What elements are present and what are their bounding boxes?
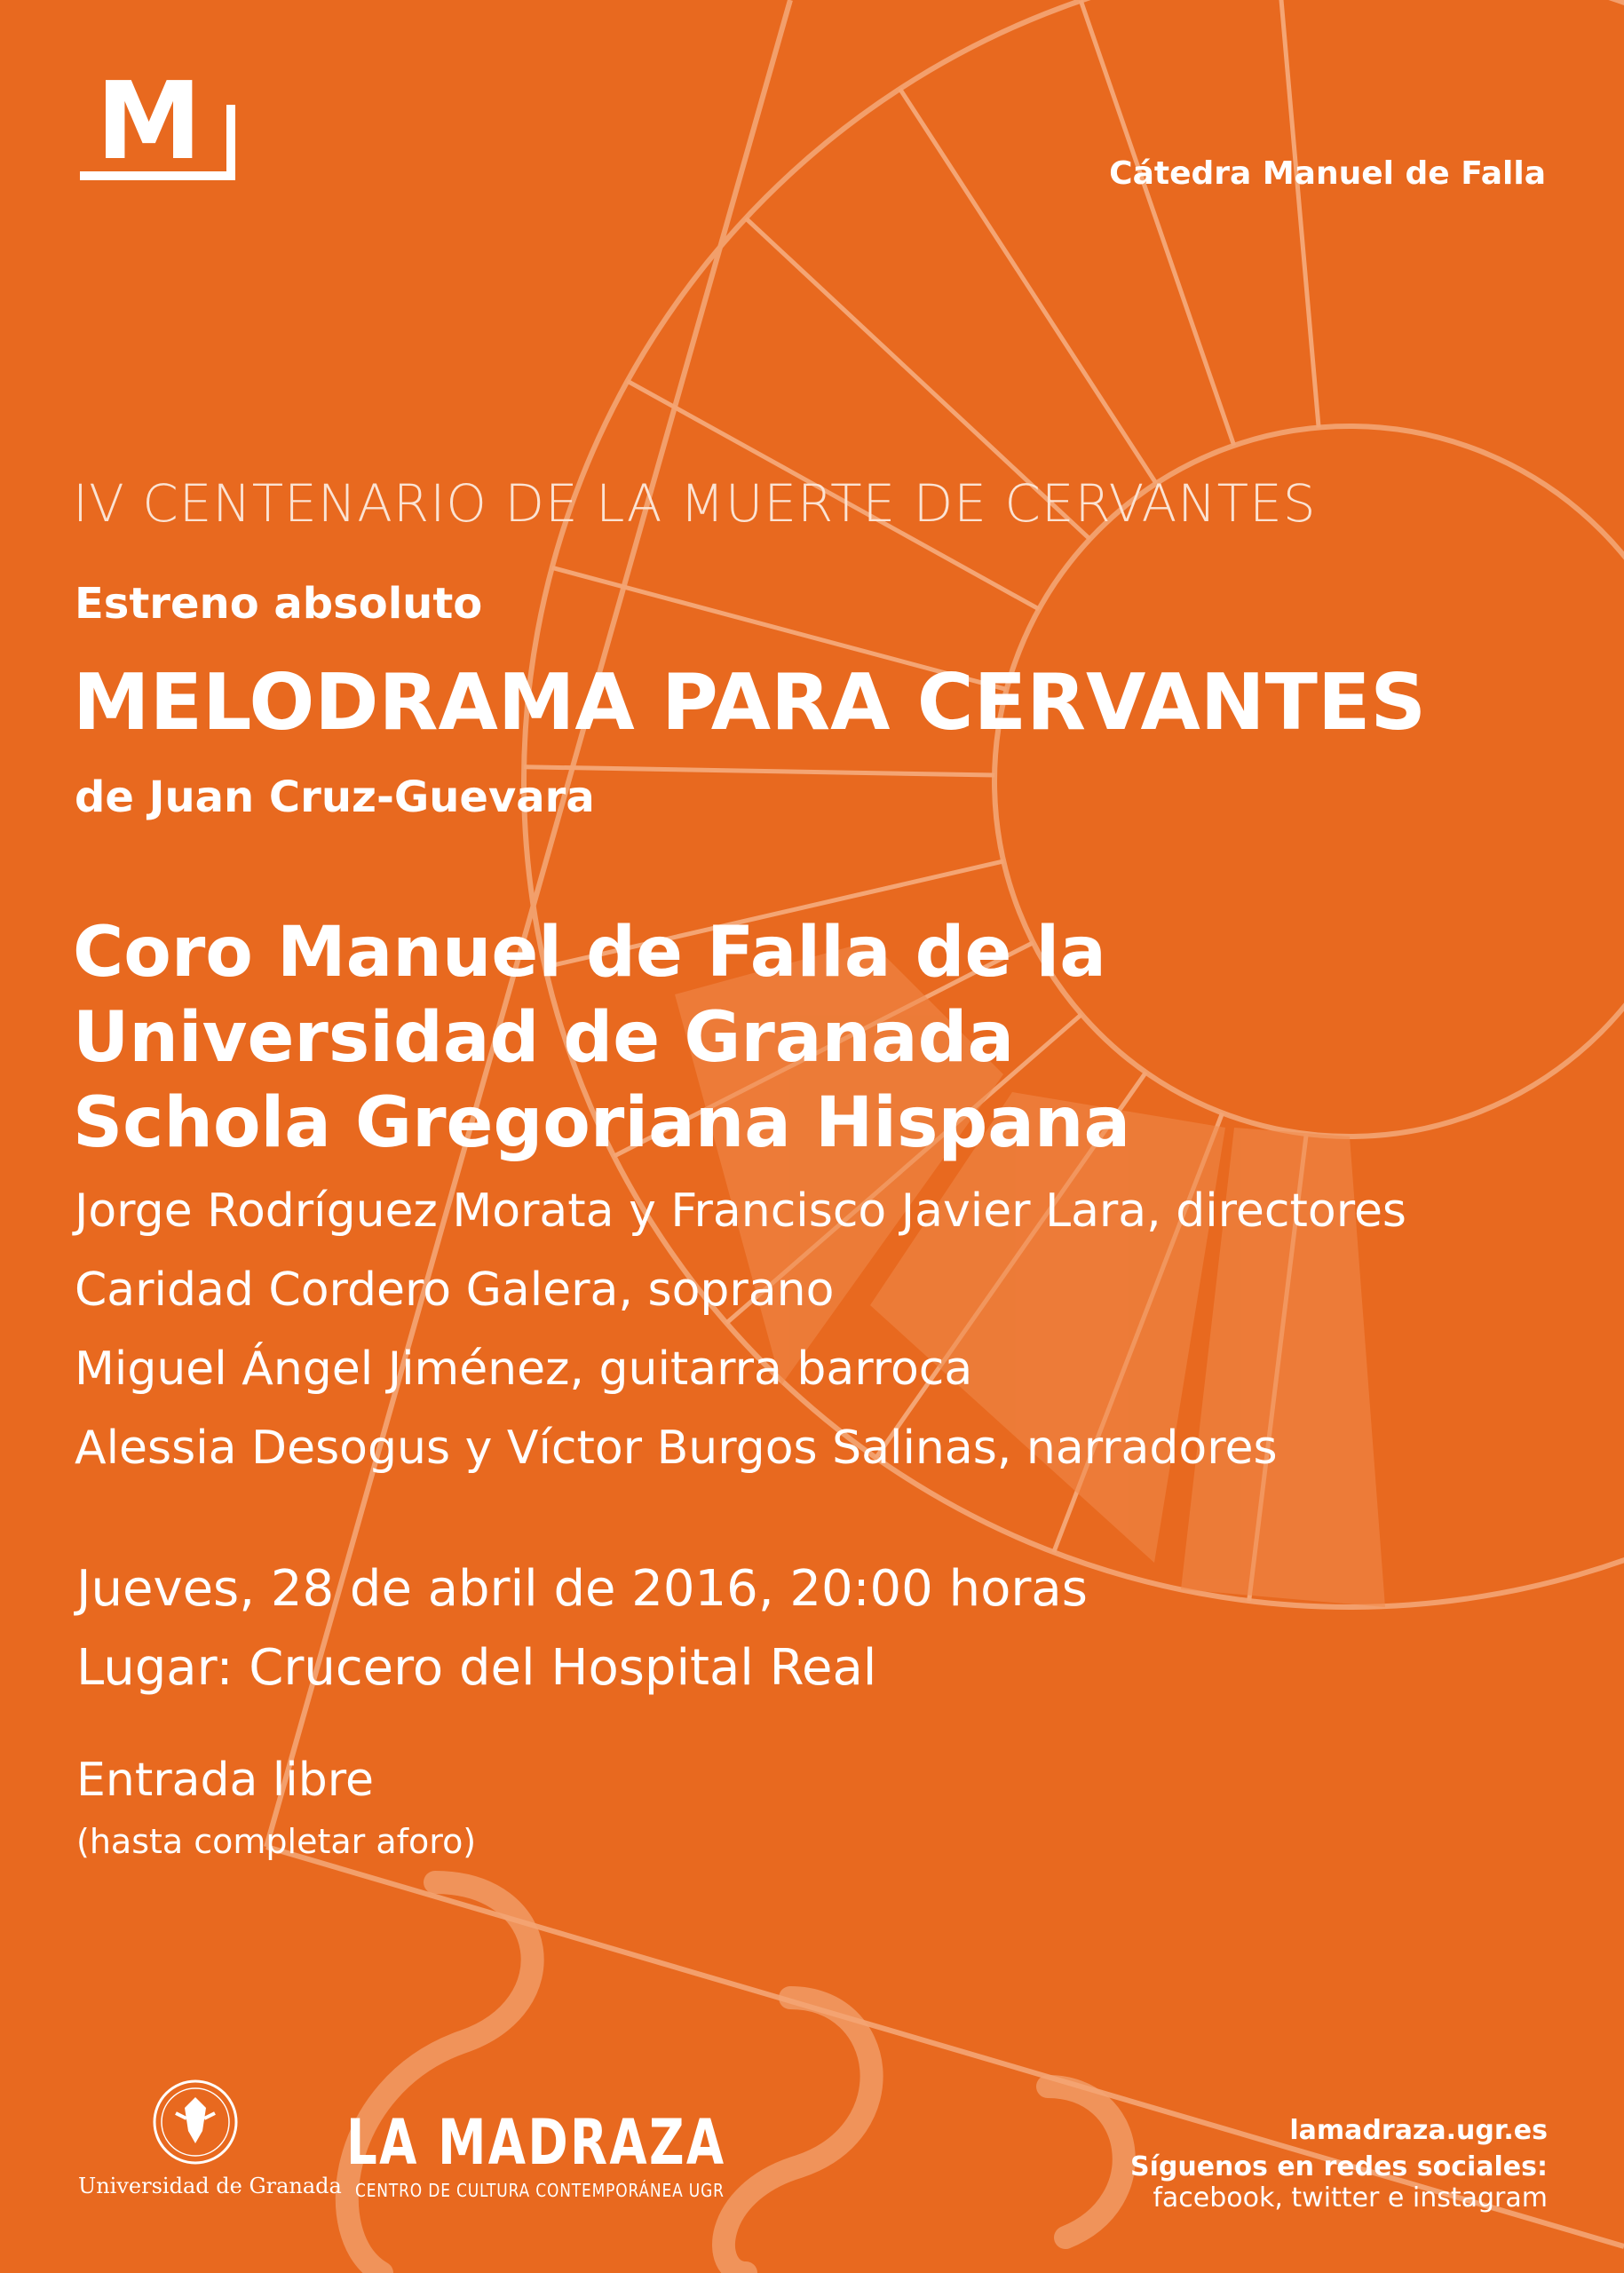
event-venue: Lugar: Crucero del Hospital Real — [76, 1639, 877, 1697]
wheel-ray — [1081, 1, 1234, 446]
wheel-ray — [1278, 0, 1319, 428]
credit-line: Alessia Desogus y Víctor Burgos Salinas, narradores — [75, 1422, 1278, 1475]
madraza-logo — [78, 51, 238, 194]
event-info — [76, 1549, 1088, 1707]
credits-list — [75, 1172, 1406, 1488]
ensembles-block — [73, 910, 1130, 1166]
university-name: Universidad de Granada — [78, 2174, 342, 2198]
event-date: Jueves, 28 de abril de 2016, 20:00 horas — [76, 1560, 1088, 1618]
capacity-note: (hasta completar aforo) — [76, 1822, 477, 1861]
wheel-ray — [899, 89, 1156, 483]
svg-text:M: M — [96, 60, 202, 184]
centenario-heading: IV CENTENARIO DE LA MUERTE DE CERVANTES — [73, 473, 1317, 534]
entrance-label: Entrada libre — [76, 1754, 374, 1807]
social-networks: facebook, twitter e instagram — [1153, 2182, 1548, 2214]
catedra-label: Cátedra Manuel de Falla — [1109, 155, 1546, 192]
credit-line: Jorge Rodríguez Morata y Francisco Javier Lara, directores — [75, 1184, 1407, 1238]
website-link[interactable]: lamadraza.ugr.es — [1289, 2115, 1548, 2146]
madraza-wordmark: LA MADRAZA — [346, 2106, 726, 2179]
credit-line: Miguel Ángel Jiménez, guitarra barroca — [75, 1342, 973, 1396]
ensemble-line: Coro Manuel de Falla de la — [73, 913, 1106, 993]
ensemble-line: Schola Gregoriana Hispana — [73, 1083, 1131, 1163]
madraza-subtitle: CENTRO DE CULTURA CONTEMPORÁNEA UGR — [355, 2180, 725, 2201]
university-seal-icon — [151, 2078, 240, 2166]
ensemble-line: Universidad de Granada — [73, 998, 1015, 1078]
credit-line: Caridad Cordero Galera, soprano — [75, 1263, 835, 1317]
event-title: MELODRAMA PARA CERVANTES — [73, 657, 1427, 748]
social-heading: Síguenos en redes sociales: — [1129, 2151, 1548, 2182]
composer-label: de Juan Cruz-Guevara — [75, 772, 595, 822]
estreno-label: Estreno absoluto — [75, 579, 483, 629]
